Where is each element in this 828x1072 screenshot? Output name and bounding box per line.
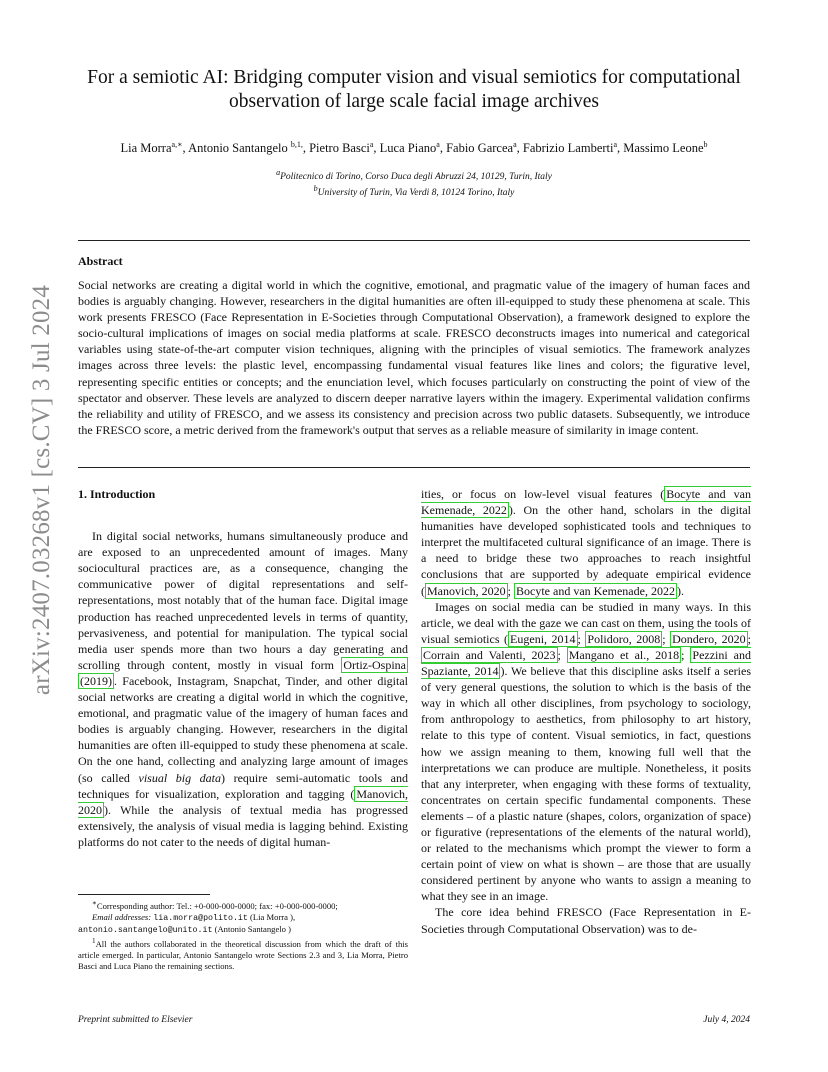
title-line-1: For a semiotic AI: Bridging computer vision and visual semiotics for computational (87, 67, 741, 88)
intro-paragraph-1-cont: ities, or focus on low-level visual features ( Bocyte and van Kemenade, 2022 ). On the other hand, scholars in the digital humanities have developed sophisticated tools and techniques to interpret the multifaceted cultural significance of an image. There is a need to bridge these two approaches to reach insightful conclusions that are supported by adequate empirical evidence ( Manovich, 2020 ; Bocyte and van Kemenade, 2022 ). (421, 487, 751, 598)
citation-link[interactable]: (2019) (80, 673, 112, 688)
citation-link[interactable]: Bocyte and van Kemenade, 2022 (516, 583, 675, 598)
arxiv-identifier-stamp (22, 284, 62, 696)
author-list: Lia Morra$^{a,∗}$, Antonio Santangelo $^{b,1,}$, Pietro Basci$^a$, Luca Piano$^a$, Fabio Garcea$^a$, Fabrizio Lamberti$^a$, Massimo Leone$^b$ (120, 140, 708, 156)
abstract-bottom-rule (78, 467, 750, 468)
intro-paragraph-1: In digital social networks, humans simultaneously produce and are exposed to an unprecedented amount of images. Many sociocultural practices are, as a consequence, changing the communicative power of digital representations and self-representations, most notably that of the human face. Digital image production has reached unprecedented levels in terms of quantity, pervasiveness, and potential for manipulation. The typical social media user spends more than two hours a day generating and scrolling through content, mostly in visual form Ortiz-Ospina (2019) . Facebook, Instagram, Snapchat, Tinder, and other digital social networks are creating a digital world in which the cognitive, emotional, and pragmatic value of the imagery of human faces and bodies is arguably changing. However, researchers in the digital humanities are often ill-equipped to study these phenomena at scale. On the one hand, collecting and analyzing large amount of images (so called visual big data) require semi-automatic tools and techniques for visualization, exploration and tagging ( Manovich, 2020 ). While the analysis of textual media has progressed extensively, the analysis of visual media is lagging behind. Existing platforms do not cater to the needs of digital human- (78, 529, 408, 849)
abstract-heading: Abstract (78, 254, 123, 268)
section-heading: 1. Introduction (78, 487, 156, 501)
footnotes (78, 894, 408, 972)
author: Fabio Garcea$^a$ (446, 140, 517, 156)
citation-link[interactable]: Mangano et al., 2018 (568, 647, 680, 662)
author: Massimo Leone$^b$ (623, 140, 708, 156)
left-column (78, 486, 408, 850)
footnote-rule (78, 894, 210, 895)
citation-link[interactable]: Pezzini and Spaziante, 2014 (421, 647, 751, 679)
citation-link[interactable]: Eugeni, 2014 (510, 631, 576, 646)
footer-date: July 4, 2024 (703, 1015, 750, 1025)
abstract-body: Social networks are creating a digital world in which the cognitive, emotional, and pragmatic value of the imagery of human faces and bodies is arguably changing. However, researchers in the digital humanities are often ill-equipped to study these phenomena at scale. This work presents FRESCO (Face Representation in E-Societies through Computational Observation), a framework designed to explore the socio-cultural implications of images on social media platforms at scale. FRESCO deconstructs images into numerical and categorical variables using state-of-the-art computer vision techniques, aligning with the principles of visual semiotics. The framework analyzes images across three levels: the plastic level, encompassing fundamental visual features like lines and colors; the figurative level, representing specific entities or concepts; and the enunciation level, which focuses particularly on constructing the point of view of the spectator and observer. These levels are analyzed to discern deeper narrative layers within the imagery. Experimental validation confirms the reliability and utility of FRESCO, and we assess its consistency and precision across two public datasets. Subsequently, we introduce the FRESCO score, a metric derived from the framework's output that serves as a reliable measure of similarity in image content. (78, 278, 750, 437)
affiliations (78, 167, 750, 199)
author: Pietro Basci$^a$ (309, 140, 374, 156)
footnote-emails-cont: antonio.santangelo@unito.it (Antonio Santangelo ) (78, 923, 291, 935)
author: Antonio Santangelo $^{b,1,}$ (188, 140, 303, 156)
footnote-contributions: $^1$All the authors collaborated in the theoretical discussion from which the draft of this article emerged. In particular, Antonio Santangelo wrote Sections 2.3 and 3, Lia Morra, Pietro Basci and Luca Piano the remaining sections. (78, 936, 408, 971)
citation-link[interactable]: Manovich, 2020 (78, 786, 408, 817)
citation-link[interactable]: Polidoro, 2008 (587, 631, 661, 646)
intro-paragraph-2: Images on social media can be studied in many ways. In this article, we deal with the gaze we can cast on them, using the tools of visual semiotics ( Eugeni, 2014 ; Polidoro, 2008 ; Dondero, 2020 ; Corrain and Valenti, 2023 ; Mangano et al., 2018 ; Pezzini and Spaziante, 2014 ). We believe that this discipline asks itself a series of very general questions, the solution to which is the basis of the way in which all other disciplines, from psychology to sociology, from anthropology to aesthetics, from philosophy to art history, relate to this type of content. Visual semiotics, in fact, questions how we assign meaning to them, knowing full well that the interpretations we can produce are multiple. Nonetheless, it posits that any interpreter, when engaging with these forms of textuality, concentrates on certain specific fundamental components. These elements – of a plastic nature (shapes, colors, organization of space) or figurative (representations of the elements of the natural world), or related to the mechanisms which prompt the viewer to form a certain point of view on what is shown – are those that are usually considered pertinent by anyone who wants to assign a meaning to what they see in an image. (421, 599, 751, 904)
citation-link[interactable]: Ortiz-Ospina (343, 657, 406, 672)
paper-title (78, 66, 750, 114)
citation-link[interactable]: Dondero, 2020 (672, 631, 746, 646)
author: Fabrizio Lamberti$^a$ (522, 140, 618, 156)
author: Lia Morra$^{a,∗}$ (120, 140, 183, 156)
title-line-2: observation of large scale facial image archives (229, 91, 599, 112)
affiliation-b: $^b$University of Turin, Via Verdi 8, 10124 Torino, Italy (313, 184, 515, 199)
footer-preprint-note: Preprint submitted to Elsevier (78, 1015, 193, 1025)
right-column (421, 486, 751, 937)
intro-paragraph-3: The core idea behind FRESCO (Face Representation in E-Societies through Computational Observation) was to de- (421, 905, 751, 936)
author: Luca Piano$^a$ (379, 140, 440, 156)
citation-link[interactable]: Bocyte and van Kemenade, 2022 (421, 487, 751, 518)
email-link[interactable]: lia.morra@polito.it (153, 913, 248, 923)
footnote-emails: Email addresses: lia.morra@polito.it (Lia Morra ), (92, 911, 296, 923)
abstract-top-rule (78, 240, 750, 241)
footnote-corresponding: ∗Corresponding author: Tel.: +0-000-000-0000; fax: +0-000-000-0000; (92, 899, 338, 911)
citation-link[interactable]: Corrain and Valenti, 2023 (423, 647, 556, 662)
email-link[interactable]: antonio.santangelo@unito.it (78, 925, 213, 935)
arxiv-identifier-text: arXiv:2407.03268v1 [cs.CV] 3 Jul 2024 (28, 284, 55, 696)
affiliation-a: $^a$Politecnico di Torino, Corso Duca degli Abruzzi 24, 10129, Turin, Italy (276, 168, 552, 183)
citation-link[interactable]: Manovich, 2020 (427, 583, 506, 598)
